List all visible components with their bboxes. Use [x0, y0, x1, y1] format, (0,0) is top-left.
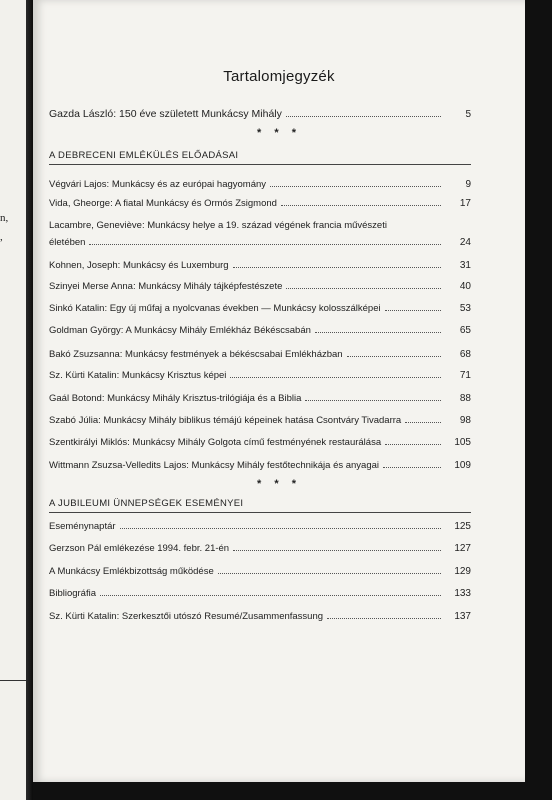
entry-page: 98 — [459, 415, 471, 426]
toc-entry — [49, 561, 471, 577]
toc-entry — [49, 583, 471, 599]
dot-leader — [305, 399, 441, 401]
entry-page: 68 — [459, 349, 471, 360]
entry-page: 40 — [459, 281, 471, 292]
entry-text: Szinyei Merse Anna: Munkácsy Mihály tájképfestészete — [49, 281, 283, 292]
toc-entry — [49, 344, 471, 360]
toc-entry-intro — [49, 104, 471, 120]
section-divider: * * * — [257, 127, 301, 139]
entry-page: 88 — [459, 393, 471, 404]
dot-leader — [218, 572, 441, 574]
toc-entry — [49, 320, 471, 336]
dot-leader — [100, 594, 441, 596]
entry-text: Szentkirályi Miklós: Munkácsy Mihály Golgota című festményének restaurálása — [49, 437, 382, 448]
entry-text: Sz. Kürti Katalin: Munkácsy Krisztus képei — [49, 370, 227, 381]
dot-leader — [405, 421, 441, 423]
toc-entry — [49, 388, 471, 404]
facing-page-text: n, — [0, 212, 9, 224]
entry-page: 125 — [454, 521, 471, 532]
dot-leader — [89, 243, 441, 245]
dot-leader — [230, 376, 441, 378]
entry-text: Végvári Lajos: Munkácsy és az európai hagyomány — [49, 179, 267, 190]
toc-entry — [49, 410, 471, 426]
dot-leader — [286, 287, 441, 289]
entry-text: Wittmann Zsuzsa-Velledits Lajos: Munkácsy Mihály festőtechnikája és anyagai — [49, 460, 380, 471]
facing-page-text: , — [0, 231, 3, 243]
facing-page-rule — [0, 680, 26, 681]
entry-page: 129 — [454, 566, 471, 577]
entry-page: 109 — [454, 460, 471, 471]
section-heading: A DEBRECENI EMLÉKÜLÉS ELŐADÁSAI — [49, 150, 239, 161]
entry-text: Eseménynaptár — [49, 521, 116, 532]
entry-text: Bibliográfia — [49, 588, 96, 599]
dot-leader — [270, 185, 441, 187]
dot-leader — [385, 309, 441, 311]
section-heading: A JUBILEUMI ÜNNEPSÉGEK ESEMÉNYEI — [49, 498, 244, 509]
entry-text: Vida, Gheorge: A fiatal Munkácsy és Ormós Zsigmond — [49, 198, 277, 209]
dot-leader — [385, 443, 441, 445]
section-rule — [49, 164, 471, 165]
entry-text: A Munkácsy Emlékbizottság működése — [49, 566, 214, 577]
dot-leader — [315, 331, 441, 333]
toc-entry — [49, 215, 471, 231]
entry-text: Szabó Júlia: Munkácsy Mihály biblikus témájú képeinek hatása Csontváry Tivadarra — [49, 415, 402, 426]
toc-entry — [49, 538, 471, 554]
dot-leader — [120, 527, 441, 529]
entry-page: 24 — [459, 237, 471, 248]
toc-entry — [49, 432, 471, 448]
toc-entry — [49, 174, 471, 190]
dot-leader — [281, 204, 441, 206]
entry-page: 9 — [465, 179, 471, 190]
section-divider: * * * — [257, 478, 301, 490]
dot-leader — [286, 115, 441, 117]
entry-page: 137 — [454, 611, 471, 622]
toc-entry — [49, 455, 471, 471]
entry-page: 65 — [459, 325, 471, 336]
section-rule — [49, 512, 471, 513]
entry-page: 53 — [459, 303, 471, 314]
entry-text: Gazda László: 150 éve született Munkácsy Mihály — [49, 108, 282, 120]
entry-text: Sinkó Katalin: Egy új műfaj a nyolcvanas években — Munkácsy kolosszálképei — [49, 303, 381, 314]
dot-leader — [327, 617, 441, 619]
entry-page: 105 — [454, 437, 471, 448]
entry-text: Gerzson Pál emlékezése 1994. febr. 21-én — [49, 543, 230, 554]
toc-entry — [49, 606, 471, 622]
entry-page: 71 — [459, 370, 471, 381]
toc-entry-continuation — [49, 232, 471, 248]
entry-page: 17 — [459, 198, 471, 209]
toc-entry — [49, 193, 471, 209]
toc-entry — [49, 255, 471, 271]
book-spine — [26, 0, 33, 800]
toc-entry — [49, 276, 471, 292]
entry-page: 31 — [459, 260, 471, 271]
entry-text: Gaál Botond: Munkácsy Mihály Krisztus-trilógiája és a Biblia — [49, 393, 302, 404]
toc-entry — [49, 516, 471, 532]
dot-leader — [233, 266, 441, 268]
entry-text: Sz. Kürti Katalin: Szerkesztői utószó Resumé/Zusammenfassung — [49, 611, 324, 622]
entry-page: 5 — [465, 109, 471, 120]
entry-text: Lacambre, Geneviève: Munkácsy helye a 19. század végének francia művészeti — [49, 220, 387, 231]
dot-leader — [347, 355, 441, 357]
facing-page-edge — [0, 0, 26, 800]
entry-text: életében — [49, 237, 86, 248]
entry-page: 133 — [454, 588, 471, 599]
entry-page: 127 — [454, 543, 471, 554]
dot-leader — [233, 549, 441, 551]
entry-text: Goldman György: A Munkácsy Mihály Emlékház Békéscsabán — [49, 325, 311, 336]
dot-leader — [383, 466, 441, 468]
page-title: Tartalomjegyzék — [223, 68, 335, 85]
entry-text: Kohnen, Joseph: Munkácsy és Luxemburg — [49, 260, 229, 271]
toc-entry — [49, 365, 471, 381]
entry-text: Bakó Zsuzsanna: Munkácsy festmények a békéscsabai Emlékházban — [49, 349, 343, 360]
toc-entry — [49, 298, 471, 314]
